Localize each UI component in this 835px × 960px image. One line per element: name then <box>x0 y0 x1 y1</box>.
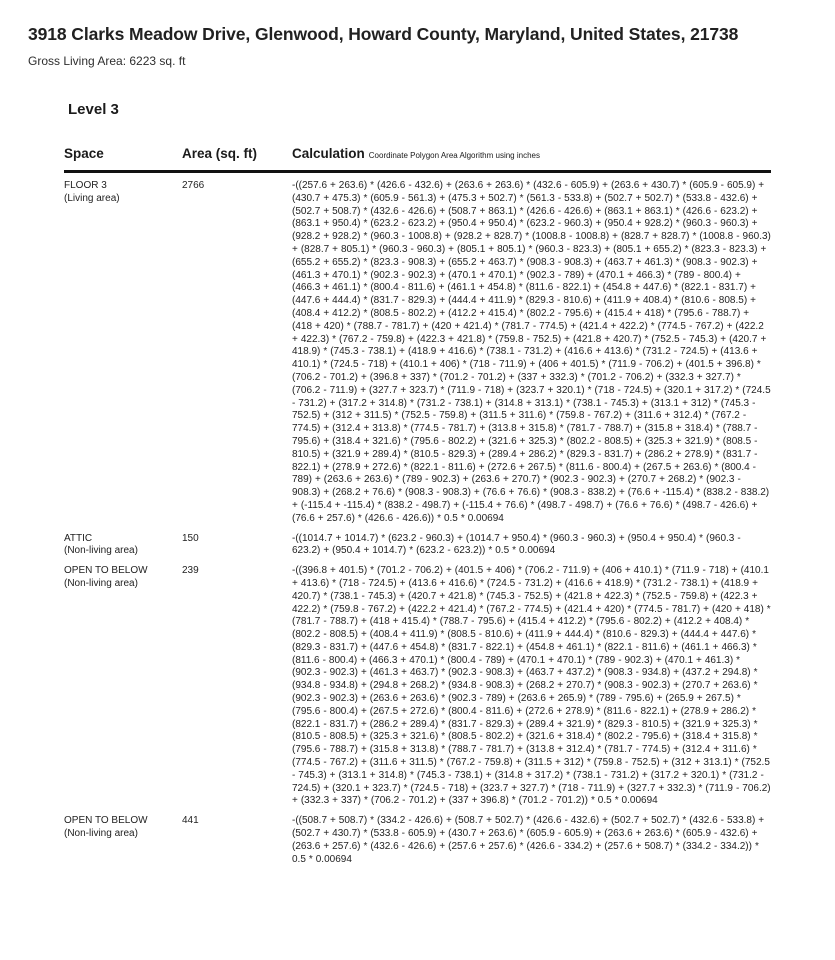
calculation-text: -((396.8 + 401.5) * (701.2 - 706.2) + (401.5 + 406) * (706.2 - 711.9) + (406 + 410.1) * (711.9 - 718) + (410.1 + 413.6) * (718 - 724.5) + (413.6 + 416.6) * (724.5 - 731.2) + (416.6 + 418.9) * (731.2 - 738.1) + (418.9 + 420.7) * (738.1 - 745.3) + (420.7 + 421.8) * (745.3 - 752.5) + (421.8 + 422.3) * (752.5 - 759.8) + (422.3 + 422.2) * (759.8 - 767.2) + (422.2 + 421.4) * (767.2 - 774.5) + (421.4 + 420) * (774.5 - 781.7) + (420 + 418) * (781.7 - 788.7) + (418 + 415.4) * (788.7 - 795.6) + (415.4 + 412.2) * (795.6 - 802.2) + (412.2 + 408.4) * (802.2 - 808.5) + (408.4 + 411.9) * (808.5 - 810.6) + (411.9 + 444.4) * (810.6 - 829.3) + (444.4 + 447.6) * (829.3 - 831.7) + (447.6 + 454.8) * (831.7 - 822.1) + (454.8 + 461.1) * (822.1 - 811.6) + (461.1 + 466.3) * (811.6 - 800.4) + (466.3 + 470.1) * (800.4 - 789) + (470.1 + 470.1) * (789 - 902.3) + (470.1 + 461.3) * (902.3 - 902.3) + (461.3 + 463.7) * (902.3 - 908.3) + (463.7 + 437.2) * (908.3 - 934.8) + (437.2 + 294.8) * (934.8 - 934.8) + (294.8 + 268.2) * (934.8 - 908.3) + (268.2 + 270.7) * (908.3 - 902.3) + (270.7 + 263.6) * (902.3 - 902.3) + (263.6 + 263.6) * (902.3 - 789) + (263.6 + 265.9) * (789 - 795.6) + (265.9 + 267.5) * (795.6 - 800.4) + (267.5 + 272.6) * (800.4 - 811.6) + (272.6 + 278.9) * (811.6 - 822.1) + (278.9 + 286.2) * (822.1 - 831.7) + (286.2 + 289.4) * (831.7 - 829.3) + (289.4 + 321.9) * (829.3 - 810.5) + (321.9 + 325.3) * (810.5 - 808.5) + (325.3 + 321.6) * (808.5 - 802.2) + (321.6 + 318.4) * (802.2 - 795.6) + (318.4 + 315.8) * (795.6 - 788.7) + (315.8 + 313.8) * (788.7 - 781.7) + (313.8 + 312.4) * (781.7 - 774.5) + (312.4 + 311.6) * (774.5 - 767.2) + (311.6 + 311.5) * (767.2 - 759.8) + (311.5 + 312) * (759.8 - 752.5) + (312 + 313.1) * (752.5 - 745.3) + (313.1 + 314.8) * (745.3 - 738.1) + (314.8 + 317.2) * (738.1 - 731.2) + (317.2 + 320.1) * (731.2 - 724.5) + (320.1 + 323.7) * (724.5 - 718) + (323.7 + 327.7) * (718 - 711.9) + (327.7 + 332.3) * (711.9 - 706.2) + (332.3 + 337) * (706.2 - 701.2) + (337 + 396.8) * (701.2 - 701.2)) * 0.5 * 0.00694 <box>292 565 771 807</box>
space-type: (Non-living area) <box>64 828 138 840</box>
calculation-text: -((1014.7 + 1014.7) * (623.2 - 960.3) + (1014.7 + 950.4) * (960.3 - 960.3) + (950.4 + 950.4) * (960.3 - 623.2) + (950.4 + 1014.7) * (623.2 - 623.2)) * 0.5 * 0.00694 <box>292 532 741 557</box>
table-row-floor-3 <box>64 180 771 526</box>
space-type: (Living area) <box>64 192 120 204</box>
table-header-row <box>64 145 771 173</box>
area-value: 150 <box>182 532 199 544</box>
space-name: OPEN TO BELOW <box>64 565 148 577</box>
column-header-calculation <box>292 145 771 163</box>
calculation-header-label: Calculation <box>292 146 365 161</box>
area-value: 441 <box>182 815 199 827</box>
space-name: ATTIC <box>64 532 93 544</box>
column-header-space: Space <box>64 146 104 161</box>
area-value: 2766 <box>182 180 205 191</box>
area-calculation-table <box>64 145 771 866</box>
area-value: 239 <box>182 565 199 577</box>
space-type: (Non-living area) <box>64 577 138 589</box>
table-row-open-to-below-2 <box>64 815 771 866</box>
gross-living-area-label: Gross Living Area: 6223 sq. ft <box>28 54 186 68</box>
space-name: FLOOR 3 <box>64 180 107 191</box>
calculation-text: -((257.6 + 263.6) * (426.6 - 432.6) + (263.6 + 263.6) * (432.6 - 605.9) + (263.6 + 430.7) * (605.9 - 605.9) + (430.7 + 475.3) * (605.9 - 561.3) + (475.3 + 502.7) * (561.3 - 533.8) + (502.7 + 502.7) * (533.8 - 432.6) + (502.7 + 508.7) * (432.6 - 426.6) + (508.7 + 863.1) * (426.6 - 426.6) + (863.1 + 863.1) * (426.6 - 623.2) + (863.1 + 950.4) * (623.2 - 623.2) + (950.4 + 950.4) * (623.2 - 960.3) + (950.4 + 928.2) * (960.3 - 960.3) + (928.2 + 928.2) * (960.3 - 1008.8) + (928.2 + 828.7) * (1008.8 - 1008.8) + (828.7 + 828.7) * (1008.8 - 960.3) + (828.7 + 805.1) * (960.3 - 960.3) + (805.1 + 805.1) * (960.3 - 823.3) + (805.1 + 655.2) * (823.3 - 823.3) + (655.2 + 655.2) * (823.3 - 908.3) + (655.2 + 463.7) * (908.3 - 908.3) + (463.7 + 461.3) * (908.3 - 902.3) + (461.3 + 470.1) * (902.3 - 902.3) + (470.1 + 470.1) * (902.3 - 789) + (470.1 + 466.3) * (789 - 800.4) + (466.3 + 461.1) * (800.4 - 811.6) + (461.1 + 454.8) * (811.6 - 822.1) + (454.8 + 447.6) * (822.1 - 831.7) + (447.6 + 444.4) * (831.7 - 829.3) + (444.4 + 411.9) * (829.3 - 810.6) + (411.9 + 408.4) * (810.6 - 808.5) + (408.4 + 412.2) * (808.5 - 802.2) + (412.2 + 415.4) * (802.2 - 795.6) + (415.4 + 418) * (795.6 - 788.7) + (418 + 420) * (788.7 - 781.7) + (420 + 421.4) * (781.7 - 774.5) + (421.4 + 422.2) * (774.5 - 767.2) + (422.2 + 422.3) * (767.2 - 759.8) + (422.3 + 421.8) * (759.8 - 752.5) + (421.8 + 420.7) * (752.5 - 745.3) + (420.7 + 418.9) * (745.3 - 738.1) + (418.9 + 416.6) * (738.1 - 731.2) + (416.6 + 413.6) * (731.2 - 724.5) + (413.6 + 410.1) * (724.5 - 718) + (410.1 + 406) * (718 - 711.9) + (406 + 401.5) * (711.9 - 706.2) + (401.5 + 396.8) * (706.2 - 701.2) + (396.8 + 337) * (701.2 - 701.2) + (337 + 332.3) * (701.2 - 706.2) + (332.3 + 327.7) * (706.2 - 711.9) + (327.7 + 323.7) * (711.9 - 718) + (323.7 + 320.1) * (718 - 724.5) + (320.1 + 317.2) * (724.5 - 731.2) + (317.2 + 314.8) * (731.2 - 738.1) + (314.8 + 313.1) * (738.1 - 745.3) + (313.1 + 312) * (745.3 - 752.5) + (312 + 311.5) * (752.5 - 759.8) + (311.5 + 311.6) * (759.8 - 767.2) + (311.6 + 312.4) * (767.2 - 774.5) + (312.4 + 313.8) * (774.5 - 781.7) + (313.8 + 315.8) * (781.7 - 788.7) + (315.8 + 318.4) * (788.7 - 795.6) + (318.4 + 321.6) * (795.6 - 802.2) + (321.6 + 325.3) * (802.2 - 808.5) + (325.3 + 321.9) * (808.5 - 810.5) + (321.9 + 289.4) * (810.5 - 829.3) + (289.4 + 286.2) * (829.3 - 831.7) + (286.2 + 278.9) * (831.7 - 822.1) + (278.9 + 272.6) * (822.1 - 811.6) + (272.6 + 267.5) * (811.6 - 800.4) + (267.5 + 263.6) * (800.4 - 789) + (263.6 + 263.6) * (789 - 902.3) + (263.6 + 270.7) * (902.3 - 902.3) + (270.7 + 268.2) * (902.3 - 908.3) + (268.2 + 76.6) * (908.3 - 908.3) + (76.6 + 76.6) * (908.3 - 838.2) + (76.6 + -115.4) * (838.2 - 838.2) + (-115.4 + -115.4) * (838.2 - 498.7) + (-115.4 + 76.6) * (498.7 - 498.7) + (76.6 + 76.6) * (498.7 - 426.6) + (76.6 + 257.6) * (426.6 - 426.6)) * 0.5 * 0.00694 <box>292 180 771 524</box>
table-row-open-to-below-1 <box>64 565 771 808</box>
space-type: (Non-living area) <box>64 545 138 557</box>
level-section-title: Level 3 <box>68 101 119 118</box>
space-name: OPEN TO BELOW <box>64 815 148 827</box>
column-header-area: Area (sq. ft) <box>182 146 258 161</box>
table-row-attic <box>64 533 771 559</box>
calculation-header-note: Coordinate Polygon Area Algorithm using inches <box>368 151 540 160</box>
calculation-text: -((508.7 + 508.7) * (334.2 - 426.6) + (508.7 + 502.7) * (426.6 - 432.6) + (502.7 + 502.7) * (432.6 - 533.8) + (502.7 + 430.7) * (533.8 - 605.9) + (430.7 + 263.6) * (605.9 - 605.9) + (263.6 + 263.6) * (605.9 - 432.6) + (263.6 + 257.6) * (432.6 - 426.6) + (257.6 + 257.6) * (426.6 - 334.2) + (257.6 + 508.7) * (334.2 - 334.2)) * 0.5 * 0.00694 <box>292 815 765 865</box>
page-title: 3918 Clarks Meadow Drive, Glenwood, Howard County, Maryland, United States, 21738 <box>28 24 739 44</box>
